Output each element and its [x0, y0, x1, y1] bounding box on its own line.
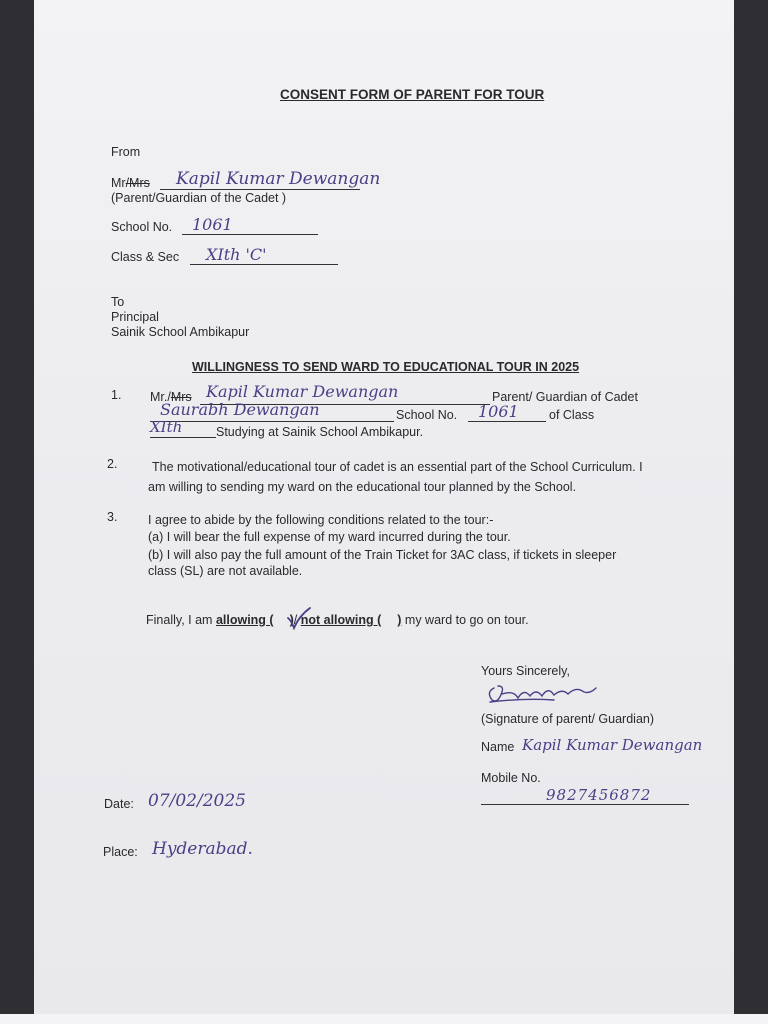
- form-title: CONSENT FORM OF PARENT FOR TOUR: [280, 87, 545, 102]
- item1-school-line: [468, 421, 546, 422]
- section-subtitle: WILLINGNESS TO SEND WARD TO EDUCATIONAL TOUR IN 2025: [192, 360, 580, 374]
- from-name-line: [160, 189, 360, 190]
- class-sec-label: Class & Sec: [111, 250, 180, 264]
- item1-school-handwritten: 1061: [478, 402, 519, 421]
- item2-line2: am willing to sending my ward on the educational tour planned by the School.: [148, 480, 577, 494]
- to-label: To: [111, 295, 125, 309]
- signature-label: (Signature of parent/ Guardian): [481, 712, 655, 726]
- item2-line1: The motivational/educational tour of cadet is an essential part of the School Curriculum. I: [152, 460, 643, 474]
- finally-line: [146, 613, 529, 628]
- name-label: Name: [481, 740, 515, 754]
- allowing-label: allowing (: [215, 613, 274, 627]
- place-handwritten: Hyderabad.: [152, 839, 253, 859]
- class-sec-line: [190, 264, 338, 265]
- item1-salutation-mrs: Mrs: [170, 390, 192, 404]
- checkmark-icon: [285, 606, 313, 630]
- signature-mark: [484, 680, 604, 708]
- school-no-line: [182, 234, 318, 235]
- from-role: (Parent/Guardian of the Cadet ): [111, 191, 287, 205]
- to-principal: Principal: [111, 310, 159, 324]
- salutation-mr: Mr: [111, 176, 126, 190]
- item2-number: 2.: [107, 457, 118, 471]
- from-salutation: [111, 176, 150, 191]
- item1-cadet-handwritten: Saurabh Dewangan: [160, 400, 320, 419]
- allowing-option: [216, 613, 294, 627]
- school-no-handwritten: 1061: [192, 215, 233, 234]
- from-name-handwritten: Kapil Kumar Dewangan: [176, 169, 381, 189]
- mobile-label: Mobile No.: [481, 771, 541, 785]
- school-no-label: School No.: [111, 220, 173, 234]
- item3-line2: (a) I will bear the full expense of my ward incurred during the tour.: [148, 530, 511, 544]
- date-handwritten: 07/02/2025: [148, 791, 246, 811]
- mobile-handwritten: 9827456872: [546, 786, 652, 804]
- date-label: Date:: [104, 797, 134, 811]
- item1-number: 1.: [111, 388, 122, 402]
- to-school: Sainik School Ambikapur: [111, 325, 250, 339]
- not-allowing-label: not allowing (: [300, 613, 382, 627]
- page-edge: [0, 1014, 768, 1024]
- not-allowing-close: ): [397, 613, 402, 627]
- signer-name-handwritten: Kapil Kumar Dewangan: [522, 736, 703, 754]
- allowing-close: ): [289, 613, 294, 627]
- item1-text-of-class: of Class: [549, 408, 595, 422]
- from-label: From: [111, 145, 141, 159]
- item1-text-parent-guardian: Parent/ Guardian of Cadet: [492, 390, 638, 404]
- item1-cadet-line: [150, 421, 394, 422]
- option-separator: /: [293, 613, 298, 627]
- item1-salutation-mr: Mr./: [150, 390, 171, 404]
- item1-parent-handwritten: Kapil Kumar Dewangan: [206, 382, 399, 401]
- item1-text-school-no: School No.: [396, 408, 458, 422]
- item1-class-line: [150, 437, 216, 438]
- item3-line4: class (SL) are not available.: [148, 564, 303, 578]
- salutation-mrs: /Mrs: [125, 176, 150, 190]
- item3-line1: I agree to abide by the following conditions related to the tour:-: [148, 513, 494, 527]
- class-sec-handwritten: XIth 'C': [206, 245, 267, 264]
- item1-text-studying: Studying at Sainik School Ambikapur.: [216, 425, 424, 439]
- finally-suffix: my ward to go on tour.: [404, 613, 529, 627]
- mobile-line: [481, 804, 689, 805]
- item3-number: 3.: [107, 510, 118, 524]
- finally-prefix: Finally, I am: [146, 613, 213, 627]
- not-allowing-option: [301, 613, 402, 627]
- yours-sincerely: Yours Sincerely,: [481, 664, 570, 678]
- place-label: Place:: [103, 845, 138, 859]
- item3-line3: (b) I will also pay the full amount of the Train Ticket for 3AC class, if tickets in sleeper: [148, 548, 617, 562]
- item1-class-handwritten: XIth: [150, 418, 183, 436]
